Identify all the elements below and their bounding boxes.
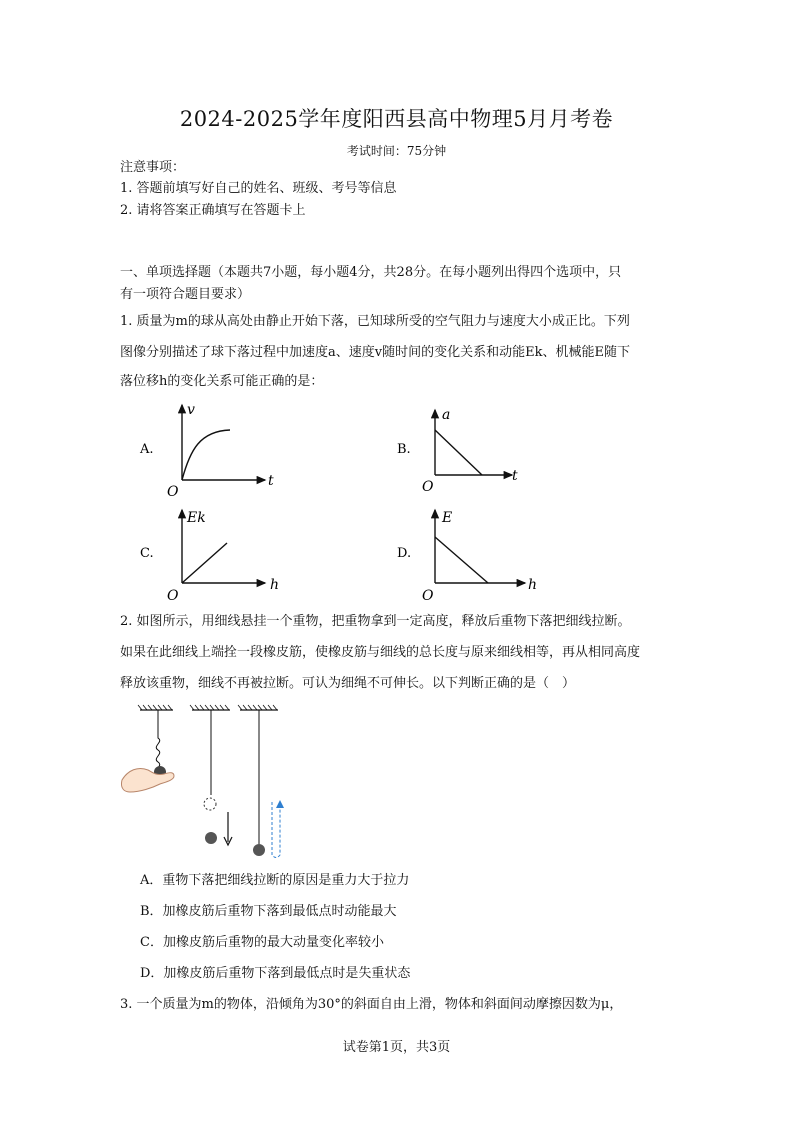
q1-line2: 图像分别描述了球下落过程中加速度a、速度v随时间的变化关系和动能Ek、机械能E随下 [120,345,630,360]
ceiling-hatch-2 [190,705,230,710]
notes-item-2: 2. 请将答案正确填写在答题卡上 [120,203,306,218]
option-b-line [435,430,482,475]
option-c-y-label: Ek [187,510,206,526]
option-d-y-label: E [442,510,453,526]
break-point [204,798,216,810]
falling-weight [205,832,217,844]
exam-title: 2024-2025学年度阳西县高中物理5月月考卷 [179,107,614,131]
bounce-arrow-head [276,800,284,808]
option-a-label: A. [140,442,154,457]
option-b-y-label: a [442,407,451,423]
q2-option-c: C．加橡皮筋后重物的最大动量变化率较小 [140,935,384,950]
option-a-origin: O [167,484,179,500]
option-d-label: D. [397,546,412,561]
section-heading-line2: 有一项符合题目要求） [120,287,251,302]
ceiling-hatch-3 [238,705,278,710]
option-b-label: B. [397,442,411,457]
option-b-origin: O [422,479,434,495]
q2-option-d: D．加橡皮筋后重物下落到最低点时是失重状态 [140,966,411,981]
notes-item-1: 1. 答题前填写好自己的姓名、班级、考号等信息 [120,181,397,196]
option-a-y-label: v [187,402,195,418]
q1-line3: 落位移h的变化关系可能正确的是： [120,374,324,389]
bottom-weight [253,844,265,856]
option-d-line [435,537,488,583]
hand-icon [121,768,174,792]
bounce-arrow [272,802,280,858]
exam-time: 考试时间：75分钟 [346,144,447,158]
q1-option-graphs [120,395,560,610]
ceiling-hatch-1 [138,705,173,710]
q2-option-a: A．重物下落把细线拉断的原因是重力大于拉力 [140,873,410,888]
option-c-label: C. [140,546,154,561]
page-footer: 试卷第1页，共3页 [342,1040,451,1055]
q2-line3: 释放该重物，细线不再被拉断。可认为细绳不可伸长。以下判断正确的是（ ） [120,676,576,691]
q3-line1: 3. 一个质量为m的物体，沿倾角为30°的斜面自由上滑，物体和斜面间动摩擦因数为μ， [120,997,623,1012]
option-c-origin: O [167,588,179,604]
section-heading-line1: 一、单项选择题（本题共7小题，每小题4分，共28分。在每小题列出得四个选项中，只 [120,265,622,280]
q2-option-b: B．加橡皮筋后重物下落到最低点时动能最大 [140,904,397,919]
option-c-line [182,543,227,583]
option-b-x-label: t [512,468,518,484]
slack-string [156,710,159,774]
q1-line1: 1. 质量为m的球从高处由静止开始下落，已知球所受的空气阻力与速度大小成正比。下列 [120,314,630,329]
notes-heading: 注意事项： [120,160,186,175]
q2-line2: 如果在此细线上端拴一段橡皮筋，使橡皮筋与细线的总长度与原来细线相等，再从相同高度 [120,645,641,660]
option-c-x-label: h [270,577,280,593]
option-a-x-label: t [268,473,274,489]
q2-line1: 2. 如图所示，用细线悬挂一个重物，把重物拿到一定高度，释放后重物下落把细线拉断。 [120,614,631,629]
option-a-curve [182,430,230,480]
q2-pendulum-figure [118,700,298,865]
option-d-x-label: h [528,577,538,593]
option-d-origin: O [422,588,434,604]
